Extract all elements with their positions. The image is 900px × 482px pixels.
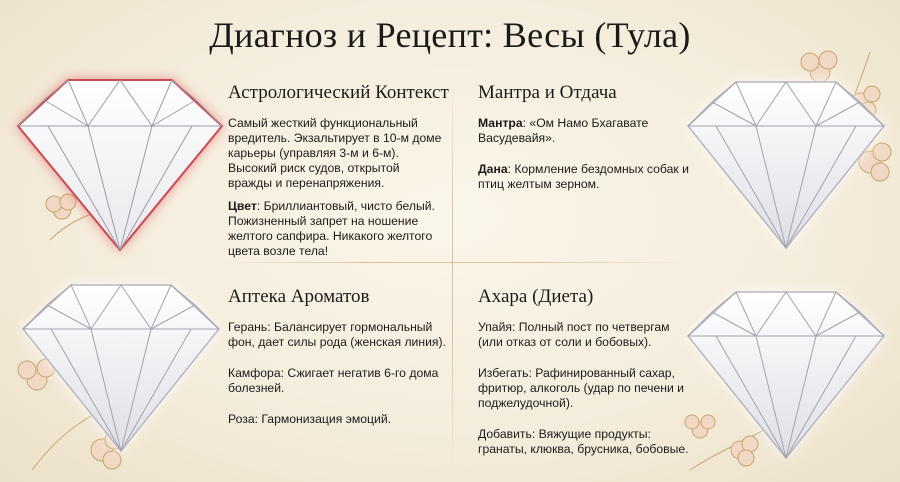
aroma-geranium-text: Герань: Балансирует гормональный фон, дает силы рода (женская линия).: [228, 320, 446, 349]
astro-heading: Астрологический Контекст: [228, 82, 449, 103]
astro-text: Самый жесткий функциональный вредитель. Экзальтирует в 10-м доме карьеры (управляя 3-м и 6-м). Высокий риск судов, открытой вражды и перенапряжения.: [228, 116, 442, 190]
mantra-label: Мантра: [478, 116, 523, 130]
mantra-value: : «Ом Намо Бхагавате Васудевайя».: [478, 116, 649, 145]
dana-label: Дана: [478, 162, 508, 176]
aroma-heading: Аптека Ароматов: [228, 286, 370, 307]
dana-value: : Кормление бездомных собак и птиц желтым зерном.: [478, 162, 689, 191]
diamond-white-bottom-left-icon: [15, 265, 227, 460]
dana-text: [478, 162, 696, 192]
mantra-text: [478, 116, 696, 146]
astro-color-label: Цвет: [228, 199, 257, 213]
diet-section: [478, 286, 696, 473]
mantra-heading: Мантра и Отдача: [478, 82, 617, 103]
diamond-white-top-right-icon: [680, 62, 892, 257]
page-title: Диагноз и Рецепт: Весы (Тула): [209, 15, 691, 55]
astro-section: [228, 82, 449, 275]
astro-color-value: : Бриллиантовый, чисто белый. Пожизненный запрет на ношение желтого сапфира. Никакого желтого цвета возле тела!: [228, 199, 435, 258]
astro-color-text: [228, 199, 446, 259]
vertical-divider: [452, 80, 453, 470]
diet-avoid-text: Избегать: Рафинированный сахар, фритюр, алкоголь (удар по печени и поджелудочной).: [478, 366, 684, 410]
aroma-camphor-text: Камфора: Сжигает негатив 6-го дома болезней.: [228, 366, 439, 395]
aroma-section: [228, 286, 446, 443]
aroma-rose-text: Роза: Гармонизация эмоций.: [228, 412, 392, 426]
diet-heading: Ахара (Диета): [478, 286, 594, 307]
diet-upaya-text: Упайя: Полный пост по четвергам (или отказ от соли и бобовых).: [478, 320, 670, 349]
diet-add-text: Добавить: Вяжущие продукты: гранаты, клюква, брусника, бобовые.: [478, 427, 689, 456]
mantra-section: [478, 82, 696, 208]
diamond-red-icon: [8, 60, 232, 260]
diamond-white-bottom-right-icon: [680, 272, 892, 467]
